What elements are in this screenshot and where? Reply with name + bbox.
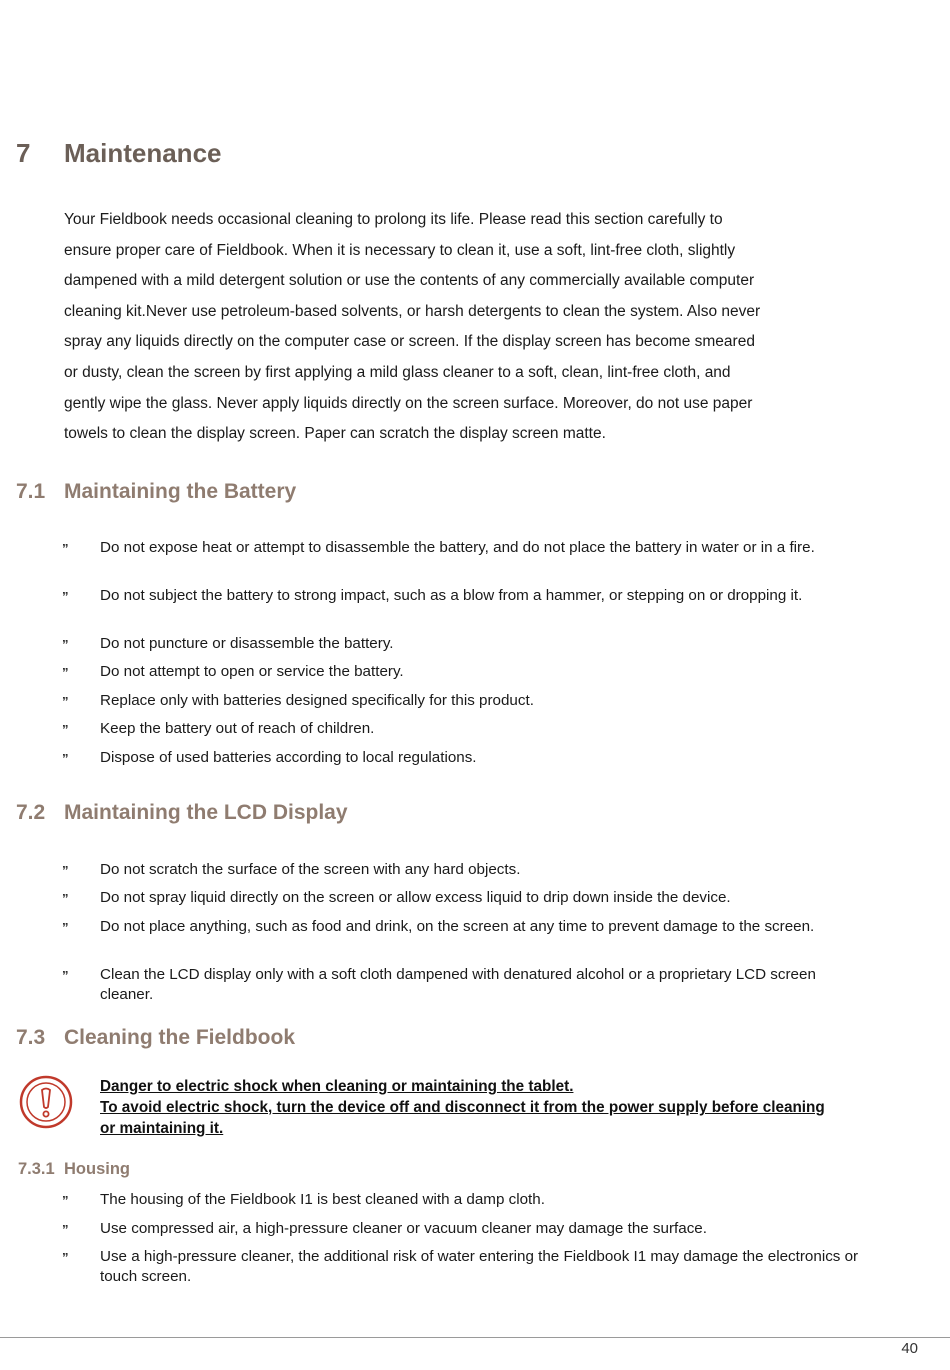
list-item: ” Do not attempt to open or service the battery. (62, 662, 860, 682)
intro-line: gently wipe the glass. Never apply liquids directly on the screen surface. Moreover, do not use paper (64, 394, 753, 412)
section-title: Cleaning the Fieldbook (64, 1026, 296, 1049)
list-item: ” Do not scratch the surface of the screen with any hard objects. (62, 860, 860, 880)
bullet-icon: ” (62, 863, 68, 878)
section-number: 7.3 (16, 1026, 46, 1049)
list-item: ” Replace only with batteries designed specifically for this product. (62, 691, 860, 711)
electric-shock-warning (100, 1076, 840, 1139)
bullet-icon: ” (62, 968, 68, 983)
section-heading-7-2 (16, 801, 348, 825)
bullet-icon: ” (62, 1222, 68, 1237)
section-title: Maintaining the Battery (64, 480, 297, 503)
bullet-icon: ” (62, 694, 68, 709)
list-item: ” Use compressed air, a high-pressure cleaner or vacuum cleaner may damage the surface. (62, 1219, 870, 1239)
intro-line: spray any liquids directly on the computer case or screen. If the display screen has become smeared (64, 333, 755, 351)
bullet-icon: ” (62, 637, 68, 652)
bullet-icon: ” (62, 751, 68, 766)
chapter-number: 7 (16, 138, 31, 168)
bullet-icon: ” (62, 1193, 68, 1208)
bullet-icon: ” (62, 920, 68, 935)
warning-line: To avoid electric shock, turn the device off and disconnect it from the power supply before cleaning or maintaining it. (100, 1099, 825, 1137)
bullet-icon: ” (62, 722, 68, 737)
list-item: ” Do not place anything, such as food and drink, on the screen at any time to prevent damage to the screen. (62, 917, 860, 937)
list-item: ” Do not puncture or disassemble the battery. (62, 634, 860, 654)
subsection-title: Housing (64, 1160, 130, 1178)
bullet-icon: ” (62, 541, 68, 556)
list-item: ” Use a high-pressure cleaner, the additional risk of water entering the Fieldbook I1 may damage the electronics or touch screen. (62, 1248, 859, 1285)
bullet-icon: ” (62, 891, 68, 906)
section-heading-7-3 (16, 1026, 295, 1050)
chapter-title: Maintenance (64, 138, 222, 168)
intro-line: dampened with a mild detergent solution or use the contents of any commercially available computer (64, 272, 755, 290)
footer-divider (0, 1337, 950, 1338)
section-number: 7.2 (16, 801, 46, 824)
section-number: 7.1 (16, 480, 46, 503)
page-number: 40 (901, 1340, 918, 1357)
intro-line: towels to clean the display screen. Paper can scratch the display screen matte. (64, 425, 606, 443)
intro-line: cleaning kit.Never use petroleum-based solvents, or harsh detergents to clean the system. Also never (64, 302, 761, 320)
intro-line: Your Fieldbook needs occasional cleaning to prolong its life. Please read this section carefully to (64, 211, 723, 228)
list-item: ” Clean the LCD display only with a soft cloth dampened with denatured alcohol or a proprietary LCD screen cleaner. (62, 966, 816, 1003)
subsection-number: 7.3.1 (18, 1160, 55, 1178)
subsection-heading-7-3-1 (18, 1160, 130, 1179)
intro-line: ensure proper care of Fieldbook. When it is necessary to clean it, use a soft, lint-free cloth, slightly (64, 241, 736, 259)
list-item: ” Do not expose heat or attempt to disassemble the battery, and do not place the battery in water or in a fire. (62, 538, 860, 558)
bullet-icon: ” (62, 1250, 68, 1265)
warning-line: Danger to electric shock when cleaning or maintaining the tablet. (100, 1078, 574, 1095)
bullet-icon: ” (62, 665, 68, 680)
list-item: ” Do not spray liquid directly on the screen or allow excess liquid to drip down inside the device. (62, 888, 860, 908)
list-item: ” Do not subject the battery to strong impact, such as a blow from a hammer, or stepping on or dropping it. (62, 586, 860, 606)
bullet-icon: ” (62, 589, 68, 604)
intro-line: or dusty, clean the screen by first applying a mild glass cleaner to a soft, clean, lint-free cloth, and (64, 363, 731, 381)
exclamation-circle-icon (18, 1074, 74, 1130)
list-item: ” Keep the battery out of reach of children. (62, 719, 860, 739)
section-title: Maintaining the LCD Display (64, 801, 348, 824)
section-heading-7-1 (16, 480, 296, 504)
list-item: ” The housing of the Fieldbook I1 is best cleaned with a damp cloth. (62, 1190, 870, 1210)
chapter-heading (16, 138, 222, 169)
intro-paragraph (64, 205, 834, 450)
list-item: ” Dispose of used batteries according to local regulations. (62, 748, 860, 768)
